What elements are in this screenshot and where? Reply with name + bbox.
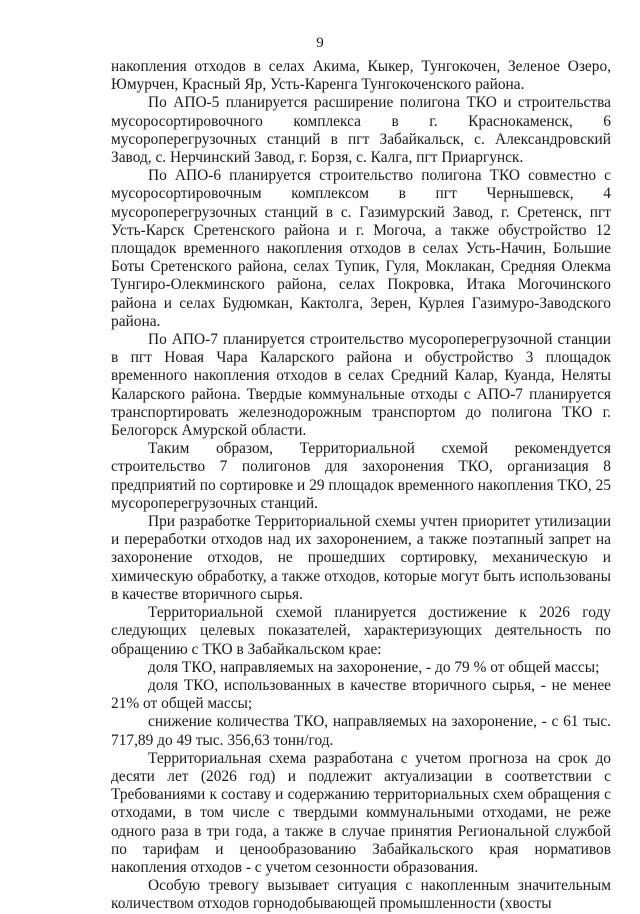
paragraph-apo-5: По АПО-5 планируется расширение полигона ТКО и строительства мусоросортировочного комплекса в г. Краснокаменск, 6 мусороперегрузочных станций в пгт Забайкальск, с. Александровский Завод, с. Нерчинский Завод, г. Борзя, с. Калга, пгт Приаргунск. (111, 94, 611, 167)
paragraph-apo-7: По АПО-7 планируется строительство мусороперегрузочной станции в пгт Новая Чара Каларского района и обустройство 3 площадок временного накопления отходов в селах Средний Калар, Куанда, Неляты Каларского района. Твердые коммунальные отходы с АПО-7 планируется транспортировать железнодорожным транспортом до полигона ТКО г. Белогорск Амурской области. (111, 331, 611, 440)
paragraph-targets-intro: Территориальной схемой планируется достижение к 2026 году следующих целевых показателей, характеризующих деятельность по обращению с ТКО в Забайкальском крае: (111, 604, 611, 658)
paragraph-target-recycled: доля ТКО, использованных в качестве вторичного сырья, - не менее 21% от общей массы; (111, 676, 611, 713)
paragraph-apo-6: По АПО-6 планируется строительство полигона ТКО совместно с мусоросортировочным комплексом в пгт Чернышевск, 4 мусороперегрузочных станций в с. Газимурский Завод, г. Сретенск, пгт Усть-Карск Сретенского района и г. Могоча, а также обустройство 12 площадок временного накопления отходов в селах Усть-Начин, Большие Боты Сретенского района, селах Тупик, Гуля, Моклакан, Средняя Олекма Тунгиро-Олекминского района, селах Покровка, Итака Могочинского района и селах Будюмкан, Кактолга, Зерен, Курлея Газимуро-Заводского района. (111, 167, 611, 330)
paragraph-priority: При разработке Территориальной схемы учтен приоритет утилизации и переработки отходов над их захоронением, а также поэтапный запрет на захоронение отходов, не прошедших сортировку, механическую и химическую обработку, а также отходов, которые могут быть использованы в качестве вторичного сырья. (111, 513, 611, 603)
page-number: 9 (316, 35, 324, 51)
paragraph-target-landfill: доля ТКО, направляемых на захоронение, - до 79 % от общей массы; (148, 658, 600, 676)
paragraph-mining-waste: Особую тревогу вызывает ситуация с накопленным значительным количеством отходов горнодобывающей промышленности (хвосты (111, 877, 611, 913)
paragraph-continuation: накопления отходов в селах Акима, Кыкер, Тунгокочен, Зеленое Озеро, Юмурчен, Красный Яр, Усть-Каренга Тунгокоченского района. (111, 58, 611, 94)
paragraph-summary: Таким образом, Территориальной схемой рекомендуется строительство 7 полигонов для захоронения ТКО, организация 8 предприятий по сортировке и 29 площадок временного накопления ТКО, 25 мусороперегрузочных станций. (111, 440, 611, 512)
paragraph-target-reduction: снижение количества ТКО, направляемых на захоронение, - с 61 тыс. 717,89 до 49 тыс. 356,63 тонн/год. (111, 713, 611, 749)
document-body (111, 58, 611, 914)
paragraph-forecast: Территориальная схема разработана с учетом прогноза на срок до десяти лет (2026 год) и подлежит актуализации в соответствии с Требованиями к составу и содержанию территориальных схем обращения с отходами, в том числе с твердыми коммунальными отходами, не реже одного раза в три года, а также в случае принятия Региональной службой по тарифам и ценообразованию Забайкальского края нормативов накопления отходов - с учетом сезонности образования. (111, 749, 611, 876)
